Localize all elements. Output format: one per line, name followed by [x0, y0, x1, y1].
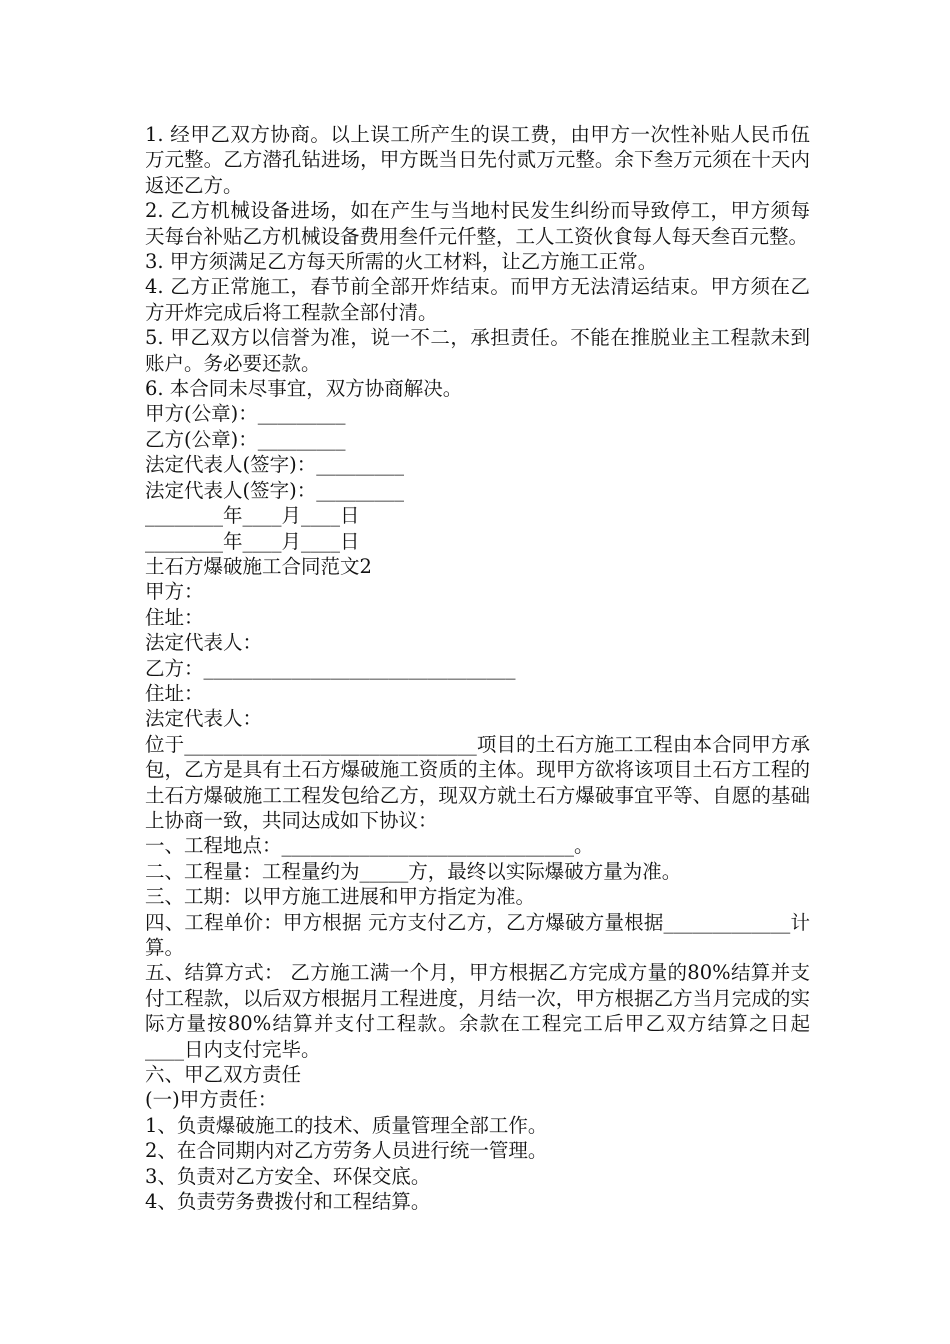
clause-1: 1. 经甲乙双方协商。以上误工所产生的误工费，由甲方一次性补贴人民币伍万元整。乙方潜孔钻进场，甲方既当日先付贰万元整。余下叁万元须在十天内返还乙方。 [145, 123, 810, 197]
legal-rep-label-b: 法定代表人： [145, 707, 263, 731]
article-settlement: 五、结算方式： 乙方施工满一个月，甲方根据乙方完成方量的80%结算并支付工程款，以后双方根据月工程进度，月结一次，甲方根据乙方当月完成的实际方量按80%结算并支付工程款。余款在工程完工后甲乙双方结算之日起____日内支付完毕。 [145, 961, 810, 1061]
date-line-a: ________年____月____日 [145, 504, 360, 528]
clause-5: 5. 甲乙双方以信誉为准，说一不二，承担责任。不能在推脱业主工程款未到账户。务必要还款。 [145, 326, 810, 375]
responsibility-item-2: 2、在合同期内对乙方劳务人员进行统一管理。 [145, 1139, 548, 1163]
responsibility-item-3: 3、负责对乙方安全、环保交底。 [145, 1164, 431, 1188]
date-line-b: ________年____月____日 [145, 529, 360, 553]
address-label-a: 住址： [145, 605, 204, 629]
party-b-seal-line: 乙方(公章)：_________ [145, 427, 346, 451]
legal-rep-signature-line-a: 法定代表人(签字)：_________ [145, 453, 404, 477]
clause-4: 4. 乙方正常施工，春节前全部开炸结束。而甲方无法清运结束。甲方须在乙方开炸完成后将工程款全部付清。 [145, 275, 810, 324]
document-page [145, 122, 810, 1214]
clause-6: 6. 本合同未尽事宜，双方协商解决。 [145, 377, 463, 401]
legal-rep-label-a: 法定代表人： [145, 631, 263, 655]
address-label-b: 住址： [145, 681, 204, 705]
party-b-label: 乙方：________________________________ [145, 656, 516, 680]
responsibility-item-1: 1、负责爆破施工的技术、质量管理全部工作。 [145, 1113, 548, 1137]
party-a-responsibilities-heading: (一)甲方责任： [145, 1088, 278, 1112]
party-a-seal-line: 甲方(公章)：_________ [145, 402, 346, 426]
article-responsibilities: 六、甲乙双方责任 [145, 1063, 302, 1087]
responsibility-item-4: 4、负责劳务费拨付和工程结算。 [145, 1190, 431, 1214]
article-quantity: 二、工程量：工程量约为_____方，最终以实际爆破方量为准。 [145, 859, 682, 883]
article-unit-price: 四、工程单价：甲方根据 元方支付乙方，乙方爆破方量根据_____________计算。 [145, 910, 810, 959]
clause-3: 3. 甲方须满足乙方每天所需的火工材料，让乙方施工正常。 [145, 250, 658, 274]
legal-rep-signature-line-b: 法定代表人(签字)：_________ [145, 478, 404, 502]
party-a-label: 甲方： [145, 580, 204, 604]
clause-2: 2. 乙方机械设备进场，如在产生与当地村民发生纠纷而导致停工，甲方须每天每台补贴乙方机械设备费用叁仟元仟整，工人工资伙食每人每天叁百元整。 [145, 199, 810, 248]
article-schedule: 三、工期：以甲方施工进展和甲方指定为准。 [145, 885, 536, 909]
article-location: 一、工程地点：______________________________。 [145, 834, 594, 858]
intro-paragraph: 位于______________________________项目的土石方施工工程由本合同甲方承包，乙方是具有土石方爆破施工资质的主体。现甲方欲将该项目土石方工程的土石方爆破施工工程发包给乙方，现双方就土石方爆破事宜平等、自愿的基础上协商一致，共同达成如下协议： [145, 732, 810, 832]
section-title: 土石方爆破施工合同范文2 [145, 554, 372, 578]
